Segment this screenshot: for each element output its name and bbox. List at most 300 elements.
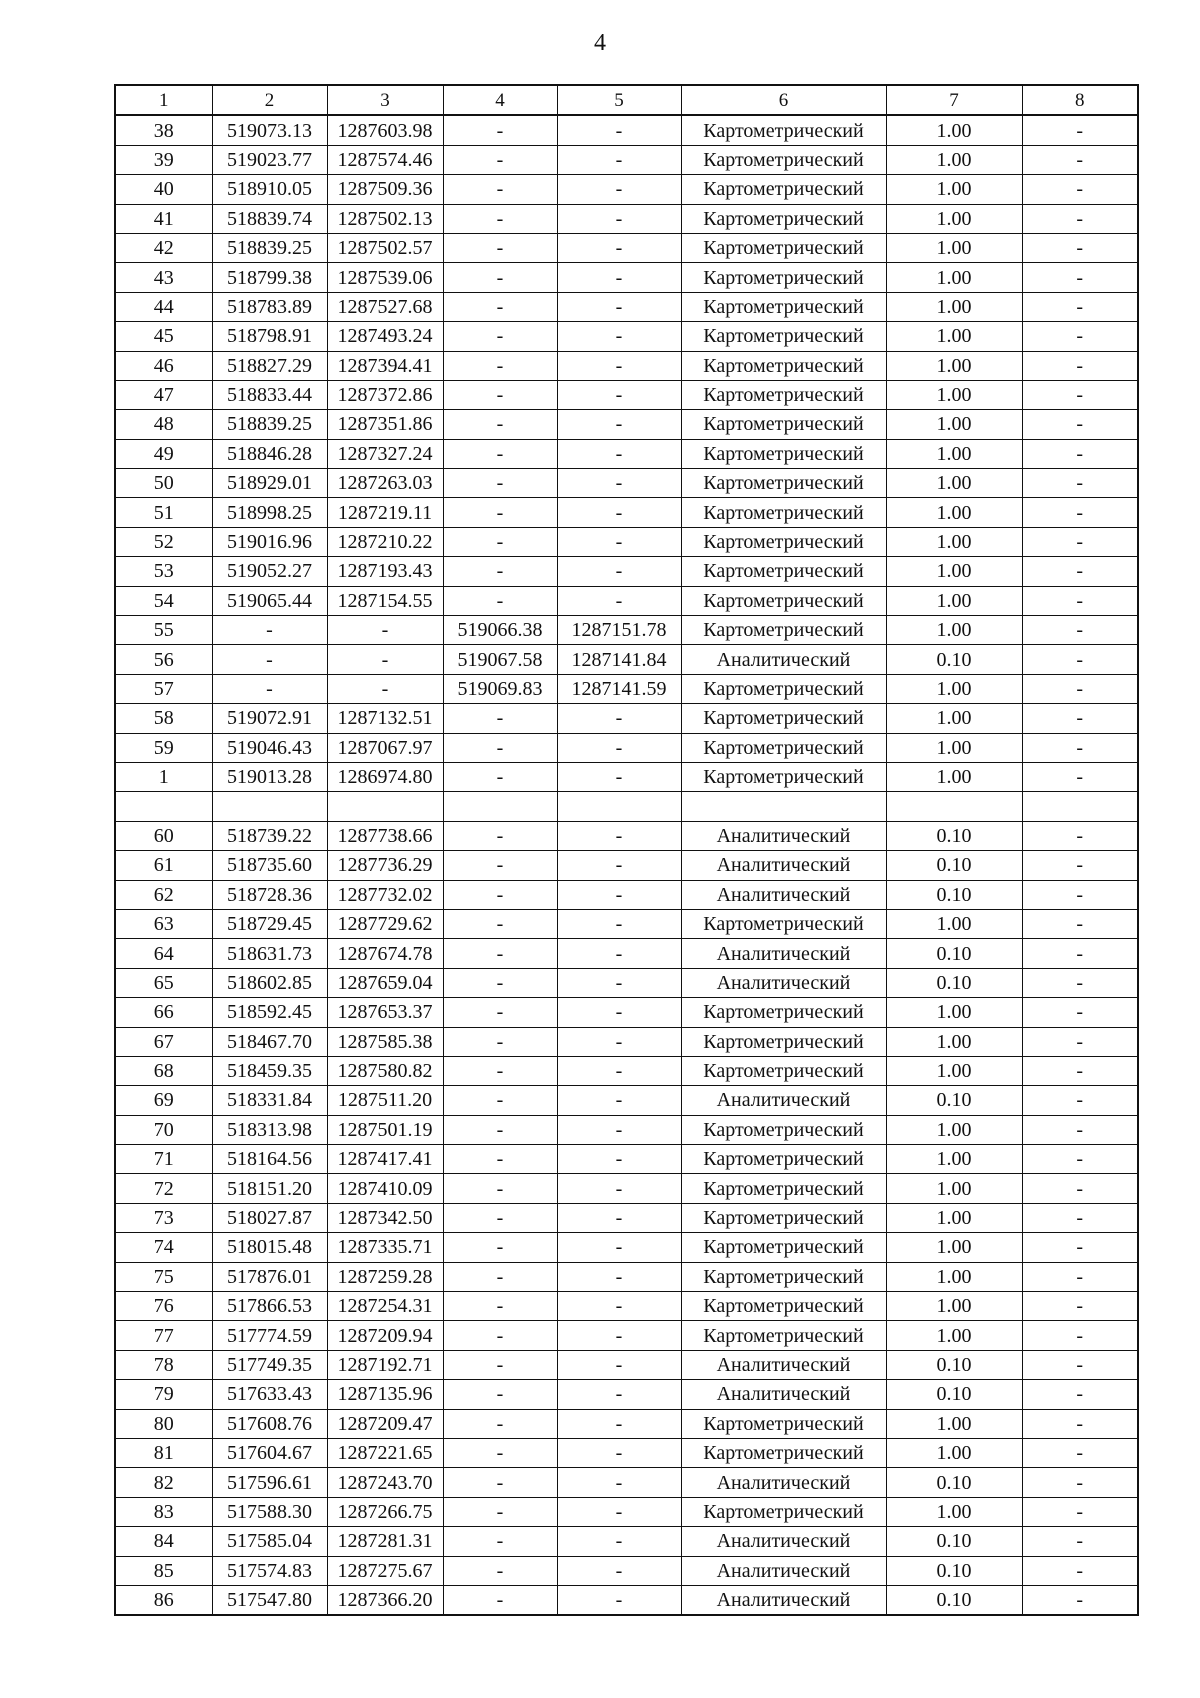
point-number-cell: 54 [115, 586, 212, 615]
method-cell: Картометрический [681, 439, 886, 468]
table-row [115, 1262, 1138, 1291]
note-cell: - [1022, 410, 1138, 439]
note-cell: - [1022, 1115, 1138, 1144]
x-coordinate-cell: 518783.89 [212, 292, 327, 321]
new-y-coordinate-cell: - [557, 1585, 681, 1615]
new-x-coordinate-cell: - [443, 1056, 557, 1085]
method-cell: Картометрический [681, 762, 886, 791]
method-cell: Картометрический [681, 909, 886, 938]
accuracy-cell: 1.00 [886, 762, 1022, 791]
point-number-cell: 68 [115, 1056, 212, 1085]
y-coordinate-cell: 1287259.28 [327, 1262, 443, 1291]
y-coordinate-cell: 1287266.75 [327, 1497, 443, 1526]
accuracy-cell: 1.00 [886, 909, 1022, 938]
table-row [115, 1468, 1138, 1497]
method-cell: Картометрический [681, 1027, 886, 1056]
y-coordinate-cell: 1287539.06 [327, 263, 443, 292]
accuracy-cell [886, 792, 1022, 821]
y-coordinate-cell: 1287275.67 [327, 1556, 443, 1585]
note-cell: - [1022, 1262, 1138, 1291]
point-number-cell: 38 [115, 115, 212, 145]
method-cell: Картометрический [681, 115, 886, 145]
method-cell: Картометрический [681, 1409, 886, 1438]
new-y-coordinate-cell: - [557, 1086, 681, 1115]
point-number-cell: 76 [115, 1292, 212, 1321]
new-y-coordinate-cell: - [557, 1027, 681, 1056]
method-cell: Картометрический [681, 1203, 886, 1232]
note-cell: - [1022, 1527, 1138, 1556]
accuracy-cell: 1.00 [886, 1262, 1022, 1291]
table-row [115, 1438, 1138, 1467]
point-number-cell: 79 [115, 1380, 212, 1409]
method-cell: Картометрический [681, 1292, 886, 1321]
note-cell: - [1022, 145, 1138, 174]
note-cell: - [1022, 351, 1138, 380]
new-x-coordinate-cell: - [443, 439, 557, 468]
accuracy-cell: 0.10 [886, 1350, 1022, 1379]
new-x-coordinate-cell: - [443, 1438, 557, 1467]
note-cell: - [1022, 322, 1138, 351]
new-x-coordinate-cell: - [443, 263, 557, 292]
table-row [115, 204, 1138, 233]
accuracy-cell: 1.00 [886, 1027, 1022, 1056]
new-y-coordinate-cell [557, 792, 681, 821]
new-x-coordinate-cell: - [443, 1262, 557, 1291]
new-x-coordinate-cell: - [443, 1174, 557, 1203]
y-coordinate-cell: 1287254.31 [327, 1292, 443, 1321]
accuracy-cell: 1.00 [886, 674, 1022, 703]
note-cell: - [1022, 557, 1138, 586]
method-cell: Аналитический [681, 645, 886, 674]
new-x-coordinate-cell: - [443, 762, 557, 791]
x-coordinate-cell: 518027.87 [212, 1203, 327, 1232]
x-coordinate-cell: 517574.83 [212, 1556, 327, 1585]
table-row [115, 733, 1138, 762]
accuracy-cell: 1.00 [886, 292, 1022, 321]
method-cell: Картометрический [681, 704, 886, 733]
x-coordinate-cell: 518799.38 [212, 263, 327, 292]
note-cell: - [1022, 439, 1138, 468]
table-row [115, 1086, 1138, 1115]
x-coordinate-cell: - [212, 616, 327, 645]
y-coordinate-cell: 1287210.22 [327, 527, 443, 556]
point-number-cell: 67 [115, 1027, 212, 1056]
y-coordinate-cell: 1287193.43 [327, 557, 443, 586]
y-coordinate-cell: 1287351.86 [327, 410, 443, 439]
method-cell: Картометрический [681, 322, 886, 351]
table-row [115, 674, 1138, 703]
note-cell: - [1022, 616, 1138, 645]
point-number-cell: 47 [115, 380, 212, 409]
y-coordinate-cell: 1287394.41 [327, 351, 443, 380]
note-cell: - [1022, 292, 1138, 321]
new-x-coordinate-cell: - [443, 1350, 557, 1379]
new-y-coordinate-cell: - [557, 233, 681, 262]
table-row [115, 586, 1138, 615]
point-number-cell: 59 [115, 733, 212, 762]
accuracy-cell: 1.00 [886, 616, 1022, 645]
note-cell: - [1022, 1174, 1138, 1203]
new-x-coordinate-cell: 519066.38 [443, 616, 557, 645]
point-number-cell: 49 [115, 439, 212, 468]
note-cell: - [1022, 1556, 1138, 1585]
accuracy-cell: 1.00 [886, 586, 1022, 615]
x-coordinate-cell: 518827.29 [212, 351, 327, 380]
x-coordinate-cell: 518728.36 [212, 880, 327, 909]
point-number-cell: 61 [115, 851, 212, 880]
new-y-coordinate-cell: - [557, 322, 681, 351]
accuracy-cell: 0.10 [886, 645, 1022, 674]
note-cell: - [1022, 674, 1138, 703]
new-y-coordinate-cell: - [557, 1203, 681, 1232]
accuracy-cell: 1.00 [886, 1292, 1022, 1321]
new-x-coordinate-cell: - [443, 1203, 557, 1232]
new-x-coordinate-cell: 519067.58 [443, 645, 557, 674]
table-row [115, 1027, 1138, 1056]
new-x-coordinate-cell: - [443, 351, 557, 380]
note-cell: - [1022, 998, 1138, 1027]
new-x-coordinate-cell: - [443, 733, 557, 762]
note-cell: - [1022, 704, 1138, 733]
method-cell: Картометрический [681, 233, 886, 262]
column-header-2: 2 [212, 85, 327, 115]
new-x-coordinate-cell: - [443, 1115, 557, 1144]
y-coordinate-cell: 1287502.57 [327, 233, 443, 262]
accuracy-cell: 1.00 [886, 527, 1022, 556]
y-coordinate-cell: 1287674.78 [327, 939, 443, 968]
table-row [115, 998, 1138, 1027]
x-coordinate-cell: 518839.25 [212, 233, 327, 262]
note-cell: - [1022, 115, 1138, 145]
table-row [115, 616, 1138, 645]
new-y-coordinate-cell: - [557, 1145, 681, 1174]
x-coordinate-cell: 518739.22 [212, 821, 327, 850]
new-y-coordinate-cell: - [557, 1262, 681, 1291]
new-x-coordinate-cell: - [443, 1292, 557, 1321]
table-row [115, 1174, 1138, 1203]
accuracy-cell: 1.00 [886, 557, 1022, 586]
note-cell: - [1022, 939, 1138, 968]
new-x-coordinate-cell: - [443, 998, 557, 1027]
accuracy-cell: 1.00 [886, 233, 1022, 262]
x-coordinate-cell: 517585.04 [212, 1527, 327, 1556]
x-coordinate-cell: 518833.44 [212, 380, 327, 409]
page-number: 4 [594, 30, 606, 56]
x-coordinate-cell: 518592.45 [212, 998, 327, 1027]
note-cell: - [1022, 1233, 1138, 1262]
new-x-coordinate-cell: - [443, 115, 557, 145]
y-coordinate-cell: 1287736.29 [327, 851, 443, 880]
note-cell: - [1022, 1086, 1138, 1115]
x-coordinate-cell: 519016.96 [212, 527, 327, 556]
accuracy-cell: 1.00 [886, 410, 1022, 439]
new-y-coordinate-cell: - [557, 586, 681, 615]
x-coordinate-cell: 517588.30 [212, 1497, 327, 1526]
new-x-coordinate-cell: - [443, 880, 557, 909]
y-coordinate-cell: 1287335.71 [327, 1233, 443, 1262]
new-y-coordinate-cell: - [557, 145, 681, 174]
y-coordinate-cell: - [327, 645, 443, 674]
x-coordinate-cell: 517596.61 [212, 1468, 327, 1497]
note-cell [1022, 792, 1138, 821]
table-row [115, 439, 1138, 468]
table-row [115, 1350, 1138, 1379]
new-y-coordinate-cell: - [557, 175, 681, 204]
method-cell: Аналитический [681, 851, 886, 880]
y-coordinate-cell: 1287493.24 [327, 322, 443, 351]
point-number-cell: 50 [115, 469, 212, 498]
x-coordinate-cell: 519023.77 [212, 145, 327, 174]
y-coordinate-cell: 1287209.47 [327, 1409, 443, 1438]
y-coordinate-cell: 1287067.97 [327, 733, 443, 762]
new-x-coordinate-cell: - [443, 204, 557, 233]
x-coordinate-cell [212, 792, 327, 821]
note-cell: - [1022, 204, 1138, 233]
y-coordinate-cell: 1287502.13 [327, 204, 443, 233]
new-y-coordinate-cell: - [557, 733, 681, 762]
note-cell: - [1022, 762, 1138, 791]
note-cell: - [1022, 380, 1138, 409]
method-cell: Картометрический [681, 586, 886, 615]
new-x-coordinate-cell: - [443, 968, 557, 997]
method-cell: Картометрический [681, 1321, 886, 1350]
x-coordinate-cell: 518846.28 [212, 439, 327, 468]
new-y-coordinate-cell: - [557, 351, 681, 380]
new-x-coordinate-cell: - [443, 322, 557, 351]
note-cell: - [1022, 1056, 1138, 1085]
y-coordinate-cell: - [327, 616, 443, 645]
point-number-cell: 74 [115, 1233, 212, 1262]
x-coordinate-cell: 517608.76 [212, 1409, 327, 1438]
new-y-coordinate-cell: - [557, 557, 681, 586]
new-y-coordinate-cell: - [557, 204, 681, 233]
point-number-cell: 66 [115, 998, 212, 1027]
point-number-cell: 53 [115, 557, 212, 586]
table-row [115, 557, 1138, 586]
method-cell: Картометрический [681, 410, 886, 439]
new-y-coordinate-cell: - [557, 292, 681, 321]
accuracy-cell: 1.00 [886, 439, 1022, 468]
accuracy-cell: 1.00 [886, 115, 1022, 145]
new-y-coordinate-cell: - [557, 263, 681, 292]
table-row [115, 175, 1138, 204]
x-coordinate-cell: 517604.67 [212, 1438, 327, 1467]
note-cell: - [1022, 1350, 1138, 1379]
note-cell: - [1022, 1468, 1138, 1497]
accuracy-cell: 0.10 [886, 1556, 1022, 1585]
table-row [115, 1203, 1138, 1232]
table-body [115, 115, 1138, 1615]
coordinates-table [114, 84, 1139, 1616]
new-x-coordinate-cell: - [443, 469, 557, 498]
new-y-coordinate-cell: - [557, 498, 681, 527]
x-coordinate-cell: 517749.35 [212, 1350, 327, 1379]
new-y-coordinate-cell: - [557, 1556, 681, 1585]
point-number-cell: 86 [115, 1585, 212, 1615]
accuracy-cell: 1.00 [886, 1174, 1022, 1203]
y-coordinate-cell: 1287135.96 [327, 1380, 443, 1409]
accuracy-cell: 0.10 [886, 880, 1022, 909]
accuracy-cell: 1.00 [886, 1438, 1022, 1467]
column-header-1: 1 [115, 85, 212, 115]
accuracy-cell: 1.00 [886, 1497, 1022, 1526]
new-y-coordinate-cell: 1287141.84 [557, 645, 681, 674]
note-cell: - [1022, 175, 1138, 204]
x-coordinate-cell: 518151.20 [212, 1174, 327, 1203]
new-y-coordinate-cell: - [557, 1056, 681, 1085]
accuracy-cell: 1.00 [886, 1233, 1022, 1262]
new-y-coordinate-cell: - [557, 1468, 681, 1497]
new-y-coordinate-cell: - [557, 762, 681, 791]
point-number-cell: 57 [115, 674, 212, 703]
y-coordinate-cell: 1287366.20 [327, 1585, 443, 1615]
point-number-cell: 80 [115, 1409, 212, 1438]
new-x-coordinate-cell [443, 792, 557, 821]
point-number-cell: 78 [115, 1350, 212, 1379]
x-coordinate-cell: 518729.45 [212, 909, 327, 938]
method-cell: Картометрический [681, 998, 886, 1027]
x-coordinate-cell: 517876.01 [212, 1262, 327, 1291]
method-cell: Картометрический [681, 1174, 886, 1203]
table-row [115, 233, 1138, 262]
table-row [115, 880, 1138, 909]
note-cell: - [1022, 851, 1138, 880]
method-cell: Картометрический [681, 292, 886, 321]
note-cell: - [1022, 1292, 1138, 1321]
y-coordinate-cell: 1287574.46 [327, 145, 443, 174]
new-x-coordinate-cell: - [443, 1468, 557, 1497]
y-coordinate-cell: 1287132.51 [327, 704, 443, 733]
note-cell: - [1022, 1380, 1138, 1409]
new-y-coordinate-cell: - [557, 1380, 681, 1409]
table-row [115, 1321, 1138, 1350]
accuracy-cell: 1.00 [886, 498, 1022, 527]
new-y-coordinate-cell: 1287141.59 [557, 674, 681, 703]
accuracy-cell: 0.10 [886, 1380, 1022, 1409]
y-coordinate-cell: 1287342.50 [327, 1203, 443, 1232]
point-number-cell: 69 [115, 1086, 212, 1115]
method-cell: Картометрический [681, 1438, 886, 1467]
table-row [115, 1292, 1138, 1321]
table-header [115, 85, 1138, 115]
new-x-coordinate-cell: - [443, 1086, 557, 1115]
new-y-coordinate-cell: - [557, 410, 681, 439]
table-row [115, 1145, 1138, 1174]
new-x-coordinate-cell: - [443, 821, 557, 850]
x-coordinate-cell: 518631.73 [212, 939, 327, 968]
point-number-cell: 71 [115, 1145, 212, 1174]
accuracy-cell: 1.00 [886, 322, 1022, 351]
new-x-coordinate-cell: - [443, 1145, 557, 1174]
new-x-coordinate-cell: - [443, 233, 557, 262]
accuracy-cell: 0.10 [886, 1468, 1022, 1497]
y-coordinate-cell [327, 792, 443, 821]
note-cell: - [1022, 1409, 1138, 1438]
method-cell: Картометрический [681, 674, 886, 703]
new-x-coordinate-cell: - [443, 1556, 557, 1585]
x-coordinate-cell: - [212, 645, 327, 674]
y-coordinate-cell: 1287221.65 [327, 1438, 443, 1467]
new-y-coordinate-cell: - [557, 1527, 681, 1556]
method-cell: Аналитический [681, 939, 886, 968]
table-row [115, 380, 1138, 409]
method-cell [681, 792, 886, 821]
point-number-cell: 39 [115, 145, 212, 174]
point-number-cell [115, 792, 212, 821]
y-coordinate-cell: 1287219.11 [327, 498, 443, 527]
y-coordinate-cell: 1287154.55 [327, 586, 443, 615]
note-cell: - [1022, 263, 1138, 292]
new-x-coordinate-cell: - [443, 851, 557, 880]
table-row [115, 792, 1138, 821]
table-row [115, 909, 1138, 938]
new-y-coordinate-cell: - [557, 1233, 681, 1262]
new-y-coordinate-cell: - [557, 1350, 681, 1379]
column-header-8: 8 [1022, 85, 1138, 115]
note-cell: - [1022, 733, 1138, 762]
accuracy-cell: 1.00 [886, 145, 1022, 174]
new-x-coordinate-cell: - [443, 1027, 557, 1056]
accuracy-cell: 1.00 [886, 1409, 1022, 1438]
point-number-cell: 72 [115, 1174, 212, 1203]
point-number-cell: 51 [115, 498, 212, 527]
point-number-cell: 75 [115, 1262, 212, 1291]
y-coordinate-cell: 1286974.80 [327, 762, 443, 791]
method-cell: Картометрический [681, 498, 886, 527]
point-number-cell: 56 [115, 645, 212, 674]
x-coordinate-cell: 518839.25 [212, 410, 327, 439]
table-row [115, 762, 1138, 791]
method-cell: Картометрический [681, 1233, 886, 1262]
point-number-cell: 58 [115, 704, 212, 733]
y-coordinate-cell: 1287263.03 [327, 469, 443, 498]
new-y-coordinate-cell: - [557, 968, 681, 997]
table-row [115, 645, 1138, 674]
accuracy-cell: 1.00 [886, 1321, 1022, 1350]
method-cell: Картометрический [681, 1056, 886, 1085]
new-x-coordinate-cell: 519069.83 [443, 674, 557, 703]
column-header-6: 6 [681, 85, 886, 115]
accuracy-cell: 0.10 [886, 1585, 1022, 1615]
y-coordinate-cell: 1287738.66 [327, 821, 443, 850]
new-y-coordinate-cell: - [557, 1438, 681, 1467]
new-x-coordinate-cell: - [443, 1497, 557, 1526]
method-cell: Аналитический [681, 1380, 886, 1409]
y-coordinate-cell: 1287372.86 [327, 380, 443, 409]
method-cell: Аналитический [681, 1086, 886, 1115]
new-x-coordinate-cell: - [443, 1585, 557, 1615]
table-row [115, 821, 1138, 850]
new-x-coordinate-cell: - [443, 909, 557, 938]
x-coordinate-cell: 518164.56 [212, 1145, 327, 1174]
new-y-coordinate-cell: - [557, 439, 681, 468]
point-number-cell: 73 [115, 1203, 212, 1232]
y-coordinate-cell: 1287527.68 [327, 292, 443, 321]
point-number-cell: 1 [115, 762, 212, 791]
new-x-coordinate-cell: - [443, 498, 557, 527]
y-coordinate-cell: 1287511.20 [327, 1086, 443, 1115]
note-cell: - [1022, 469, 1138, 498]
point-number-cell: 46 [115, 351, 212, 380]
point-number-cell: 48 [115, 410, 212, 439]
method-cell: Картометрический [681, 380, 886, 409]
column-header-4: 4 [443, 85, 557, 115]
table-row [115, 145, 1138, 174]
point-number-cell: 81 [115, 1438, 212, 1467]
y-coordinate-cell: 1287653.37 [327, 998, 443, 1027]
new-x-coordinate-cell: - [443, 1233, 557, 1262]
accuracy-cell: 1.00 [886, 1115, 1022, 1144]
